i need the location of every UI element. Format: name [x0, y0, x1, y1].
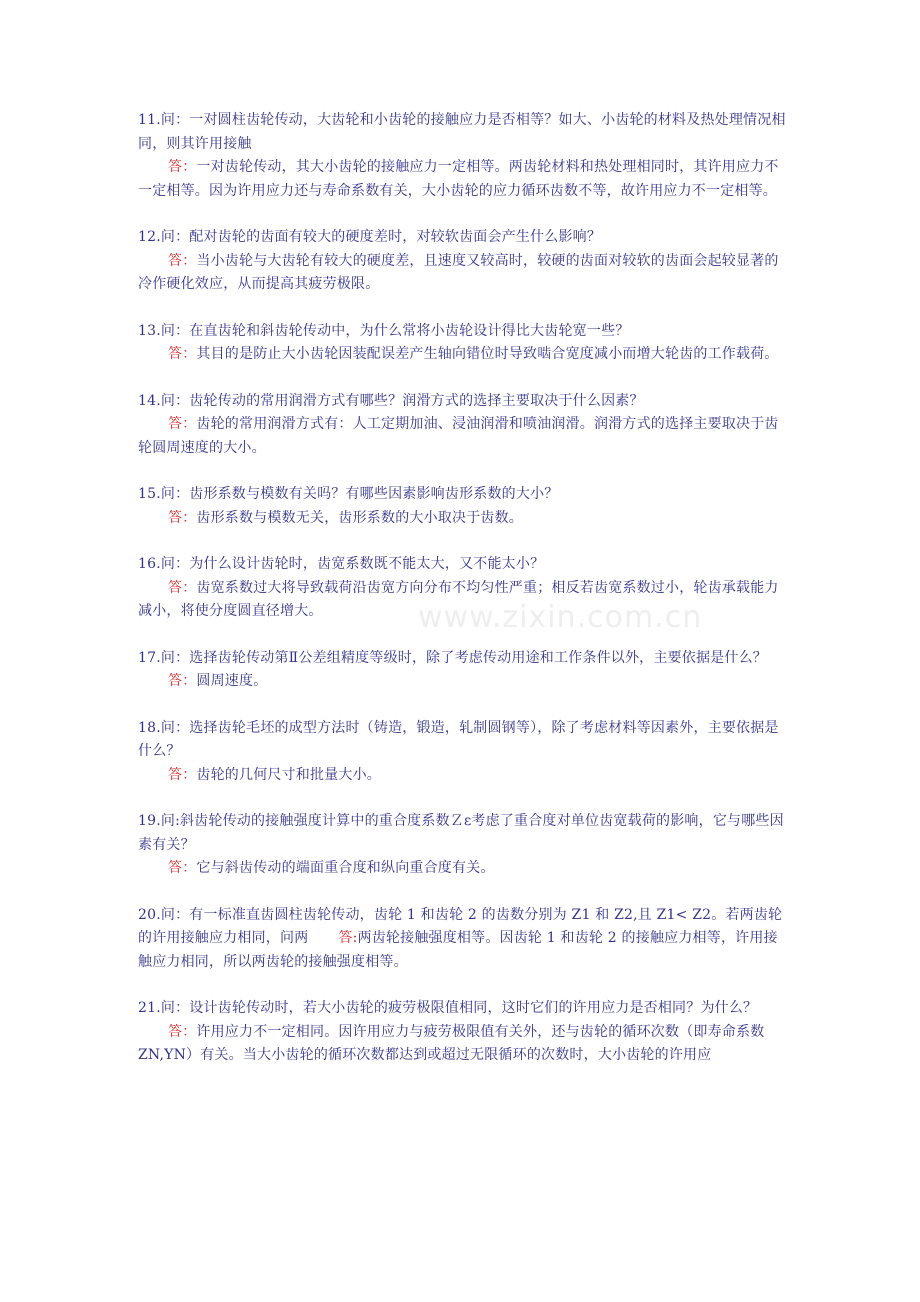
- answer-text: 其目的是防止大小齿轮因装配误差产生轴向错位时导致啮合宽度减小而增大轮齿的工作载荷。: [196, 346, 779, 362]
- answer-text: 齿轮的几何尺寸和批量大小。: [196, 766, 382, 783]
- qa-item-14: [138, 390, 788, 461]
- question: 15.问：齿形系数与模数有关吗？有哪些因素影响齿形系数的大小？: [138, 486, 559, 502]
- answer-label: 答：: [168, 509, 197, 526]
- answer-text: 一对齿轮传动，其大小齿轮的接触应力一定相等。两齿轮材料和热处理相同时，其许用应力不一定相等。因为许用应力还与寿命系数有关，大小齿轮的应力循环齿数不等，故许用应力不一定相等。: [138, 159, 779, 199]
- question: 18.问：选择齿轮毛坯的成型方法时（铸造，锻造，轧制圆钢等），除了考虑材料等因素外，主要依据是什么？: [138, 719, 779, 759]
- question: 14.问：齿轮传动的常用润滑方式有哪些？润滑方式的选择主要取决于什么因素？: [138, 392, 644, 409]
- qa-item-12: [138, 226, 788, 297]
- qa-item-15: [138, 483, 788, 530]
- document-body: [138, 109, 788, 1091]
- question: 11.问：一对圆柱齿轮传动，大齿轮和小齿轮的接触应力是否相等？如大、小齿轮的材料及热处理情况相同，则其许用接触: [138, 112, 786, 152]
- question: 12.问：配对齿轮的齿面有较大的硬度差时，对较软齿面会产生什么影响？: [138, 229, 602, 245]
- question: 13.问：在直齿轮和斜齿轮传动中，为什么常将小齿轮设计得比大齿轮宽一些？: [138, 322, 630, 339]
- question-text: 20.问：有一标准直齿圆柱齿轮传动，齿轮 1 和齿轮 2 的齿数分别为 Z1 和 Z2,且 Z1< Z2。若两齿轮的许用接触应力相同，问两: [138, 906, 783, 946]
- answer: [138, 413, 788, 460]
- answer-text: 它与斜齿传动的端面重合度和纵向重合度有关。: [196, 860, 495, 876]
- answer: [138, 670, 788, 694]
- answer-label: 答:: [338, 930, 358, 946]
- answer: [138, 250, 788, 297]
- qa-item-13: [138, 320, 788, 367]
- answer-text: 齿形系数与模数无关，齿形系数的大小取决于齿数。: [196, 509, 524, 526]
- answer: [138, 343, 788, 367]
- answer-text: 齿轮的常用润滑方式有：人工定期加油、浸油润滑和喷油润滑。润滑方式的选择主要取决于齿轮圆周速度的大小。: [138, 416, 779, 456]
- answer-label: 答：: [168, 673, 197, 689]
- qa-item-20: [138, 904, 788, 975]
- answer-text: 当小齿轮与大齿轮有较大的硬度差，且速度又较高时，较硬的齿面对较软的齿面会起较显著的冷作硬化效应，从而提高其疲劳极限。: [138, 252, 779, 292]
- question: 19.问:斜齿轮传动的接触强度计算中的重合度系数Ｚε考虑了重合度对单位齿宽载荷的影响，它与哪些因素有关？: [138, 813, 784, 853]
- answer-label: 答：: [168, 860, 197, 876]
- answer: [138, 156, 788, 203]
- answer: [138, 577, 788, 624]
- answer-label: 答：: [168, 159, 197, 175]
- answer-label: 答：: [168, 416, 197, 432]
- answer-label: 答：: [168, 766, 197, 783]
- answer-label: 答：: [168, 1023, 197, 1040]
- answer-text: 圆周速度。: [196, 673, 268, 689]
- question-with-inline-answer: [138, 904, 788, 975]
- watermark: www.zixin.com.cn: [418, 600, 703, 635]
- question: 17.问：选择齿轮传动第Ⅱ公差组精度等级时，除了考虑传动用途和工作条件以外，主要依据是什么？: [138, 649, 767, 666]
- qa-item-18: [138, 717, 788, 788]
- answer-text: 许用应力不一定相同。因许用应力与疲劳极限值有关外，还与齿轮的循环次数（即寿命系数 ZN,YN）有关。当大小齿轮的循环次数都达到或超过无限循环的次数时，大小齿轮的许用应: [138, 1023, 765, 1063]
- answer: [138, 764, 788, 788]
- qa-item-16: [138, 553, 788, 624]
- qa-item-19: [138, 810, 788, 881]
- question: 21.问：设计齿轮传动时，若大小齿轮的疲劳极限值相同，这时它们的许用应力是否相同？为什么？: [138, 1000, 758, 1016]
- answer: [138, 507, 788, 531]
- question: 16.问：为什么设计齿轮时，齿宽系数既不能太大，又不能太小？: [138, 556, 545, 572]
- answer-label: 答：: [168, 346, 197, 362]
- answer-text: 齿宽系数过大将导致载荷沿齿宽方向分布不均匀性严重；相反若齿宽系数过小，轮齿承载能力减小，将使分度圆直径增大。: [138, 579, 779, 619]
- qa-item-17: [138, 647, 788, 694]
- answer-text: 两齿轮接触强度相等。因齿轮 1 和齿轮 2 的接触应力相等，许用接触应力相同，所以两齿轮的接触强度相等。: [138, 930, 778, 970]
- answer: [138, 857, 788, 881]
- answer-label: 答：: [168, 579, 197, 596]
- qa-item-21: [138, 997, 788, 1068]
- answer-label: 答：: [168, 252, 197, 269]
- qa-item-11: [138, 109, 788, 203]
- answer: [138, 1021, 788, 1068]
